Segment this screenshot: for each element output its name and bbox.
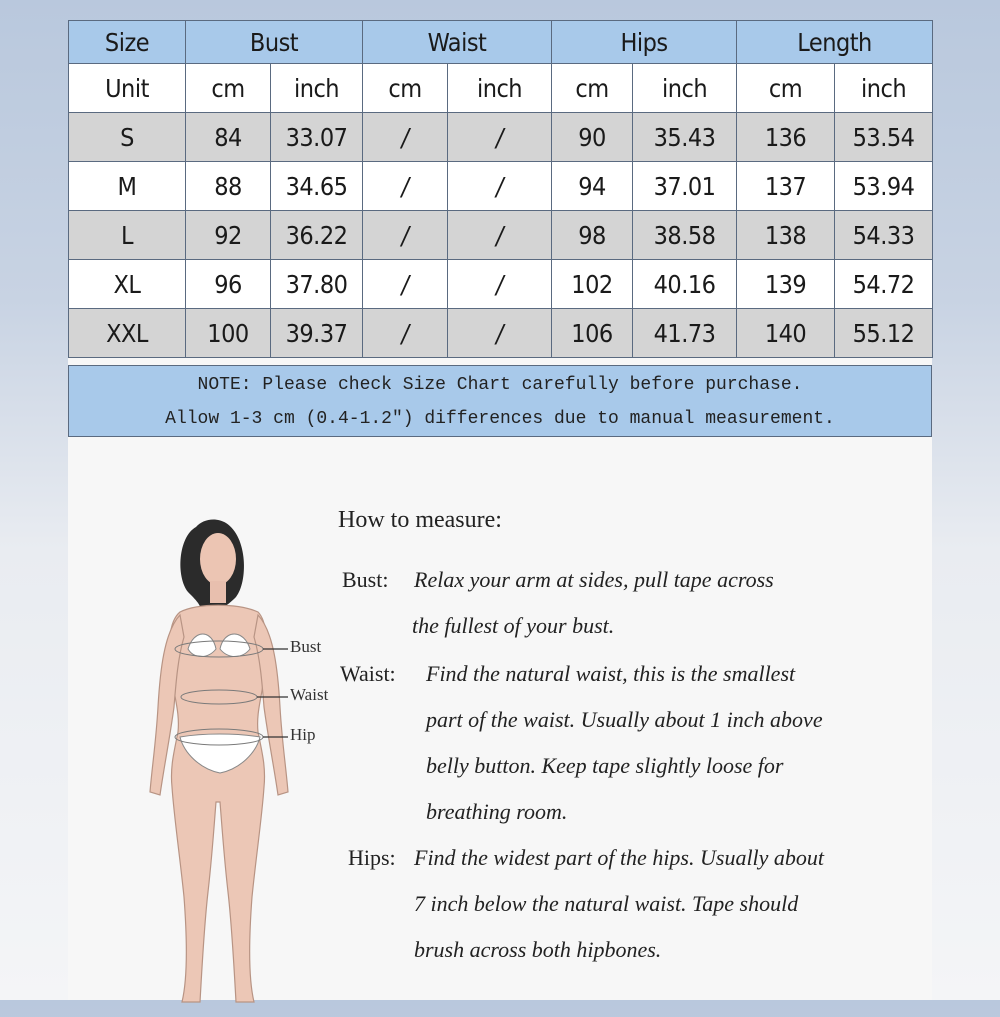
value-cell: 96 (186, 260, 271, 309)
value-cell: 92 (186, 211, 271, 260)
value-cell: / (363, 162, 448, 211)
value-cell: / (448, 211, 552, 260)
hips-label: Hips: (348, 845, 396, 870)
guide-title: How to measure: (338, 507, 502, 533)
header-length: Length (737, 21, 933, 64)
value-cell: 38.58 (633, 211, 737, 260)
unit-cell: inch (633, 64, 737, 113)
value-cell: / (448, 309, 552, 358)
value-cell: 53.94 (835, 162, 933, 211)
value-cell: / (448, 260, 552, 309)
value-cell: / (363, 309, 448, 358)
value-cell: / (448, 162, 552, 211)
size-row-m (69, 162, 933, 211)
header-hips: Hips (552, 21, 737, 64)
unit-cell: cm (186, 64, 271, 113)
bust-line-1: Relax your arm at sides, pull tape across (414, 567, 774, 592)
value-cell: 36.22 (271, 211, 363, 260)
unit-row (69, 64, 933, 113)
value-cell: 35.43 (633, 113, 737, 162)
header-bust: Bust (186, 21, 363, 64)
value-cell: 106 (552, 309, 633, 358)
unit-cell: cm (737, 64, 835, 113)
value-cell: 33.07 (271, 113, 363, 162)
hips-line-3: brush across both hipbones. (414, 937, 662, 962)
size-row-xl (69, 260, 933, 309)
hips-line-2: 7 inch below the natural waist. Tape should (414, 891, 799, 916)
value-cell: 39.37 (271, 309, 363, 358)
measure-guide (68, 437, 932, 1000)
header-row (69, 21, 933, 64)
size-row-l (69, 211, 933, 260)
size-cell: XL (69, 260, 186, 309)
figure-label-waist: Waist (290, 685, 329, 704)
body-figure-illustration (108, 497, 368, 1017)
size-cell: S (69, 113, 186, 162)
size-row-xxl (69, 309, 933, 358)
unit-cell: cm (363, 64, 448, 113)
header-waist: Waist (363, 21, 552, 64)
value-cell: / (363, 211, 448, 260)
value-cell: 54.72 (835, 260, 933, 309)
bust-line-2: the fullest of your bust. (412, 613, 615, 638)
unit-cell: inch (448, 64, 552, 113)
figure-label-hip: Hip (290, 725, 316, 744)
value-cell: 37.01 (633, 162, 737, 211)
waist-line-1: Find the natural waist, this is the smallest (426, 661, 796, 686)
waist-line-3: belly button. Keep tape slightly loose for (426, 753, 784, 778)
value-cell: 98 (552, 211, 633, 260)
value-cell: 40.16 (633, 260, 737, 309)
value-cell: 84 (186, 113, 271, 162)
value-cell: 41.73 (633, 309, 737, 358)
waist-line-2: part of the waist. Usually about 1 inch above (426, 707, 823, 732)
value-cell: / (363, 260, 448, 309)
value-cell: 102 (552, 260, 633, 309)
size-cell: M (69, 162, 186, 211)
size-chart-sheet (68, 20, 932, 1000)
value-cell: 37.80 (271, 260, 363, 309)
value-cell: 136 (737, 113, 835, 162)
figure-label-bust: Bust (290, 637, 322, 656)
value-cell: 90 (552, 113, 633, 162)
value-cell: 139 (737, 260, 835, 309)
value-cell: 94 (552, 162, 633, 211)
value-cell: 54.33 (835, 211, 933, 260)
value-cell: / (363, 113, 448, 162)
value-cell: 53.54 (835, 113, 933, 162)
note-line-2: Allow 1-3 cm (0.4-1.2") differences due to manual measurement. (165, 409, 835, 429)
hips-line-1: Find the widest part of the hips. Usually about (414, 845, 825, 870)
unit-cell: cm (552, 64, 633, 113)
size-table (68, 20, 933, 358)
value-cell: 137 (737, 162, 835, 211)
unit-cell: inch (271, 64, 363, 113)
waist-label: Waist: (340, 661, 396, 686)
unit-cell: inch (835, 64, 933, 113)
unit-label: Unit (69, 64, 186, 113)
note-line-1: NOTE: Please check Size Chart carefully before purchase. (197, 375, 803, 395)
value-cell: 55.12 (835, 309, 933, 358)
value-cell: 138 (737, 211, 835, 260)
measurement-note (68, 365, 932, 437)
value-cell: 140 (737, 309, 835, 358)
value-cell: 88 (186, 162, 271, 211)
value-cell: / (448, 113, 552, 162)
size-cell: XXL (69, 309, 186, 358)
size-cell: L (69, 211, 186, 260)
value-cell: 100 (186, 309, 271, 358)
size-row-s (69, 113, 933, 162)
bust-label: Bust: (342, 567, 389, 592)
waist-line-4: breathing room. (426, 799, 568, 824)
header-size: Size (69, 21, 186, 64)
value-cell: 34.65 (271, 162, 363, 211)
